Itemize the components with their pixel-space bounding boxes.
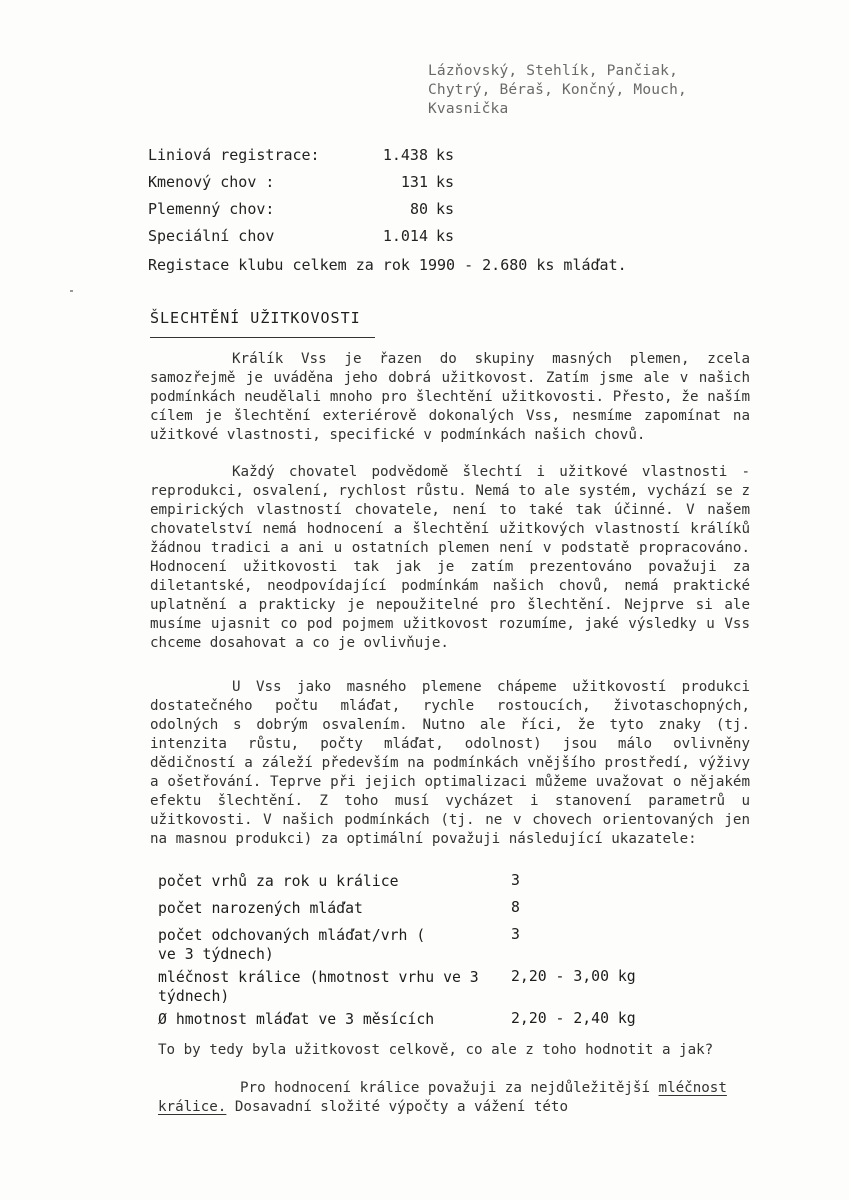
indicator-row: [158, 1010, 636, 1037]
indicator-value: 8: [511, 899, 520, 916]
stat-unit: ks: [436, 146, 455, 164]
paragraph-text: Králík Vss je řazen do skupiny masných plemen, zcela samozřejmě je uváděna jeho dobrá užitkovost. Zatím jsme ale v našich podmínkách neudělali mnoho pro šlechtění užitkovosti. Přesto, že naším cílem je šlechtění exteriérově dokonalých Vss, nesmíme zapomínat na užitkové vlastnosti, specifické v podmínkách našich chovů.: [150, 351, 750, 443]
indicator-value: 2,20 - 2,40 kg: [511, 1010, 636, 1027]
paragraph: [150, 350, 750, 445]
indicator-value: 2,20 - 3,00 kg: [511, 968, 636, 985]
stat-unit: ks: [436, 173, 455, 191]
indicator-label: počet odchovaných mláďat/vrh ( ve 3 týdnech): [158, 927, 426, 963]
stat-label: Plemenný chov:: [148, 200, 275, 218]
paragraph-text: Dosavadní složité výpočty a vážení této: [234, 1099, 569, 1115]
indicator-row: [158, 968, 636, 1010]
stat-value: 1.438: [382, 146, 428, 164]
stat-label: Speciální chov: [148, 227, 275, 245]
paragraph: [150, 678, 750, 849]
stat-value: 1.014: [382, 227, 428, 245]
author-line: Lázňovský, Stehlík, Pančiak,: [428, 63, 679, 79]
author-list: [428, 62, 687, 119]
emphasized-term: mléčnost králice.: [158, 1080, 727, 1115]
indicator-table: [158, 872, 636, 1037]
stat-unit: ks: [436, 200, 455, 218]
paragraph: [150, 463, 750, 653]
registration-total: Registace klubu celkem za rok 1990 - 2.680 ks mláďat.: [148, 256, 627, 274]
paragraph-text: U Vss jako masného plemene chápeme užitkovostí produkci dostatečného počtu mláďat, rychle rostoucích, životaschopných, odolných s dobrým osvalením. Nutno ale říci, že tyto znaky (tj. intenzita růstu, počty mláďat, odolnost) jsou málo ovlivněny dědičností a záleží především na podmínkách vnějšího prostředí, výživy a ošetřování. Teprve při jejich optimalizaci můžeme uvažovat o nějakém efektu šlechtění. Z toho musí vycházet i stanovení parametrů u užitkovosti. V našich podmínkách (tj. ne v chovech orientovaných jen na masnou produkci) za optimální považuji následující ukazatele:: [150, 679, 750, 847]
indicator-row: [158, 899, 520, 926]
indicator-label: počet narozených mláďat: [158, 900, 363, 917]
indicator-value: 3: [511, 872, 520, 889]
paragraph-text: Každý chovatel podvědomě šlechtí i užitkové vlastnosti - reprodukci, osvalení, rychlost růstu. Nemá to ale systém, vychází se z empirických vlastností chovatele, není to také tak účinné. V našem chovatelství nemá hodnocení a šlechtění užitkových vlastností králíků žádnou tradici a ani u ostatních plemen není v podstatě propracováno. Hodnocení užitkovosti tak jak je zatím prezentováno považuji za diletantské, neodpovídající podmínkám našich chovů, nemá praktické uplatnění a prakticky je nepoužitelné pro šlechtění. Nejprve si ale musíme ujasnit co pod pojmem užitkovost rozumíme, jaké výsledky u Vss chceme dosahovat a co je ovlivňuje.: [150, 464, 750, 651]
stat-label: Liniová registrace:: [148, 146, 320, 164]
indicator-row: [158, 872, 520, 899]
paragraph: [158, 1079, 743, 1117]
indicator-label: počet vrhů za rok u králice: [158, 873, 399, 890]
indicator-row: [158, 926, 520, 968]
stat-value: 131: [400, 173, 428, 191]
closing-question: To by tedy byla užitkovost celkově, co ale z toho hodnotit a jak?: [158, 1042, 714, 1058]
author-line: Kvasnička: [428, 101, 509, 117]
stat-unit: ks: [436, 227, 455, 245]
stat-label: Kmenový chov :: [148, 173, 275, 191]
indicator-label: mléčnost králice (hmotnost vrhu ve 3 týdnech): [158, 969, 479, 1005]
indicator-label: Ø hmotnost mláďat ve 3 měsících: [158, 1011, 435, 1028]
paragraph-text: Pro hodnocení králice považuji za nejdůležitější: [240, 1080, 650, 1096]
indicator-value: 3: [511, 926, 520, 943]
scan-speck: [70, 290, 73, 292]
heading-underline: [150, 337, 375, 338]
author-line: Chytrý, Béraš, Končný, Mouch,: [428, 82, 687, 98]
stat-value: 80: [409, 200, 428, 218]
section-heading: ŠLECHTĚNÍ UŽITKOVOSTI: [150, 309, 361, 327]
